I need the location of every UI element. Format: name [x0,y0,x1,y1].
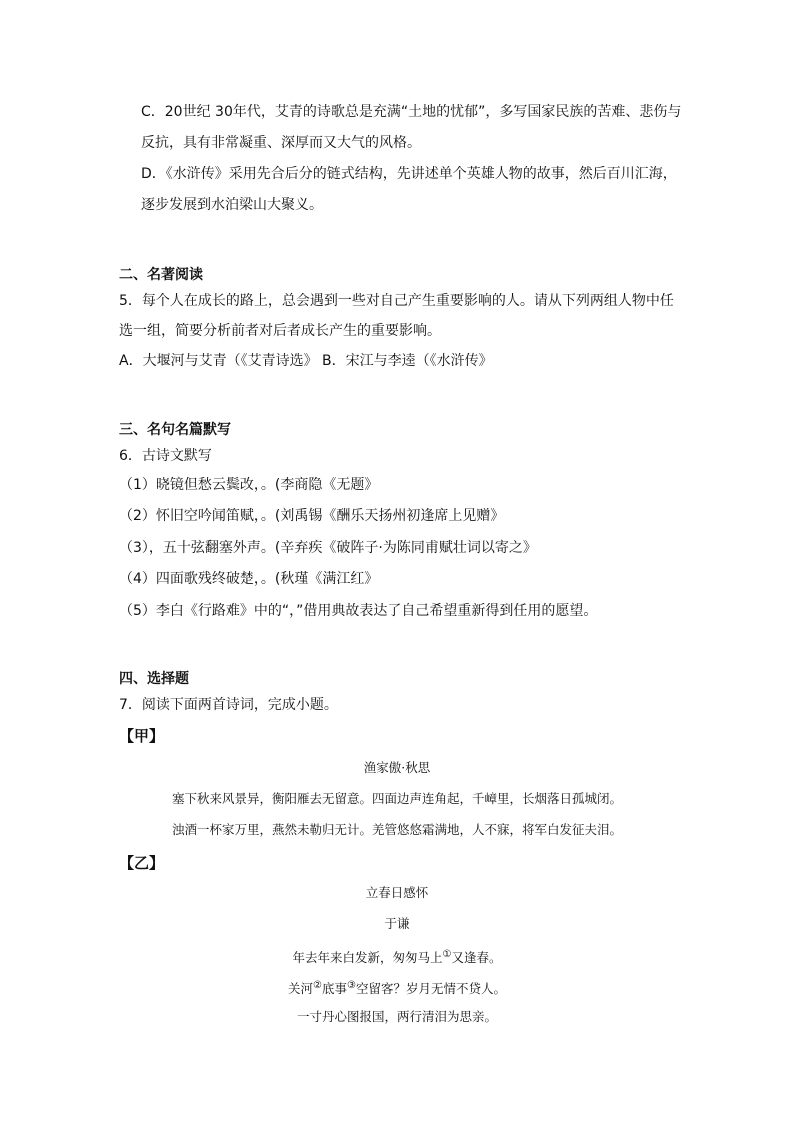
poem-2-line-3: 一寸丹心图报国，两行清泪为思亲。 [296,1009,497,1024]
poem-2-line-1 [0,946,794,967]
section-heading-choice: 四、选择题 [119,671,189,687]
option-c-line-2: 反抗，具有非常凝重、深厚而又大气的风格。 [141,135,421,151]
poem-2-author: 于谦 [384,916,410,931]
footnote-mark-3: ③ [347,980,356,991]
section-heading-recitation: 三、名句名篇默写 [119,422,231,438]
section-heading-classics: 二、名著阅读 [119,267,203,283]
label-yi: 【乙】 [119,854,165,872]
poem-1-line-2: 浊酒一杯家万里，燕然未勒归无计。羌管悠悠霜满地，人不寐，将军白发征夫泪。 [171,822,622,837]
question-7: 7．阅读下面两首诗词，完成小题。 [119,697,338,713]
footnote-mark-1: ① [442,949,452,960]
option-d-line-1: D．《水浒传》采用先合后分的链式结构，先讲述单个英雄人物的故事，然后百川汇海， [141,166,677,182]
footnote-mark-2: ② [313,980,322,991]
recitation-item-1: （1）晓镜但愁云鬓改，。(李商隐《无题》 [119,477,379,493]
question-5-options: A．大堰河与艾青（《艾青诗选》 B．宋江与李逵（《水浒传》 [119,353,493,369]
option-d-line-2: 逐步发展到水泊梁山大聚义。 [141,197,323,213]
poem-1-line-1: 塞下秋来风景异，衡阳雁去无留意。四面边声连角起，千嶂里，长烟落日孤城闭。 [171,791,622,806]
poem-1-title: 渔家傲·秋思 [363,760,431,775]
question-6: 6．古诗文默写 [119,448,212,464]
recitation-item-3: （3），五十弦翻塞外声。(辛弃疾《破阵子·为陈同甫赋壮词以寄之》 [119,540,537,556]
question-5-line-2: 选一组，简要分析前者对后者成长产生的重要影响。 [119,323,441,339]
poem-2-line-2-a: 关河 [288,981,314,997]
option-c-line-1: C．20世纪 30年代，艾青的诗歌总是充满“土地的忧郁”，多写国家民族的苦难、悲伤与 [141,104,682,120]
label-jia: 【甲】 [119,727,165,745]
poem-2-line-2-b: 底事 [321,981,347,997]
poem-2-line-1-b: 又逢春。 [451,950,502,966]
question-5-line-1: 5．每个人在成长的路上，总会遇到一些对自己产生重要影响的人。请从下列两组人物中任 [119,293,674,309]
recitation-item-2: （2）怀旧空吟闻笛赋，。(刘禹锡《酬乐天扬州初逢席上见赠》 [119,508,505,524]
recitation-item-4: （4）四面歌残终破楚，。(秋瑾《满江红》 [119,571,379,587]
poem-2-line-2-c: 空留客？岁月无情不贷人。 [355,981,506,997]
poem-2-line-2 [0,977,794,998]
recitation-item-5: （5）李白《行路难》中的“，”借用典故表达了自己希望重新得到任用的愿望。 [119,603,598,619]
poem-2-title: 立春日感怀 [365,885,429,900]
poem-2-line-1-a: 年去年来白发新，匆匆马上 [292,950,443,966]
